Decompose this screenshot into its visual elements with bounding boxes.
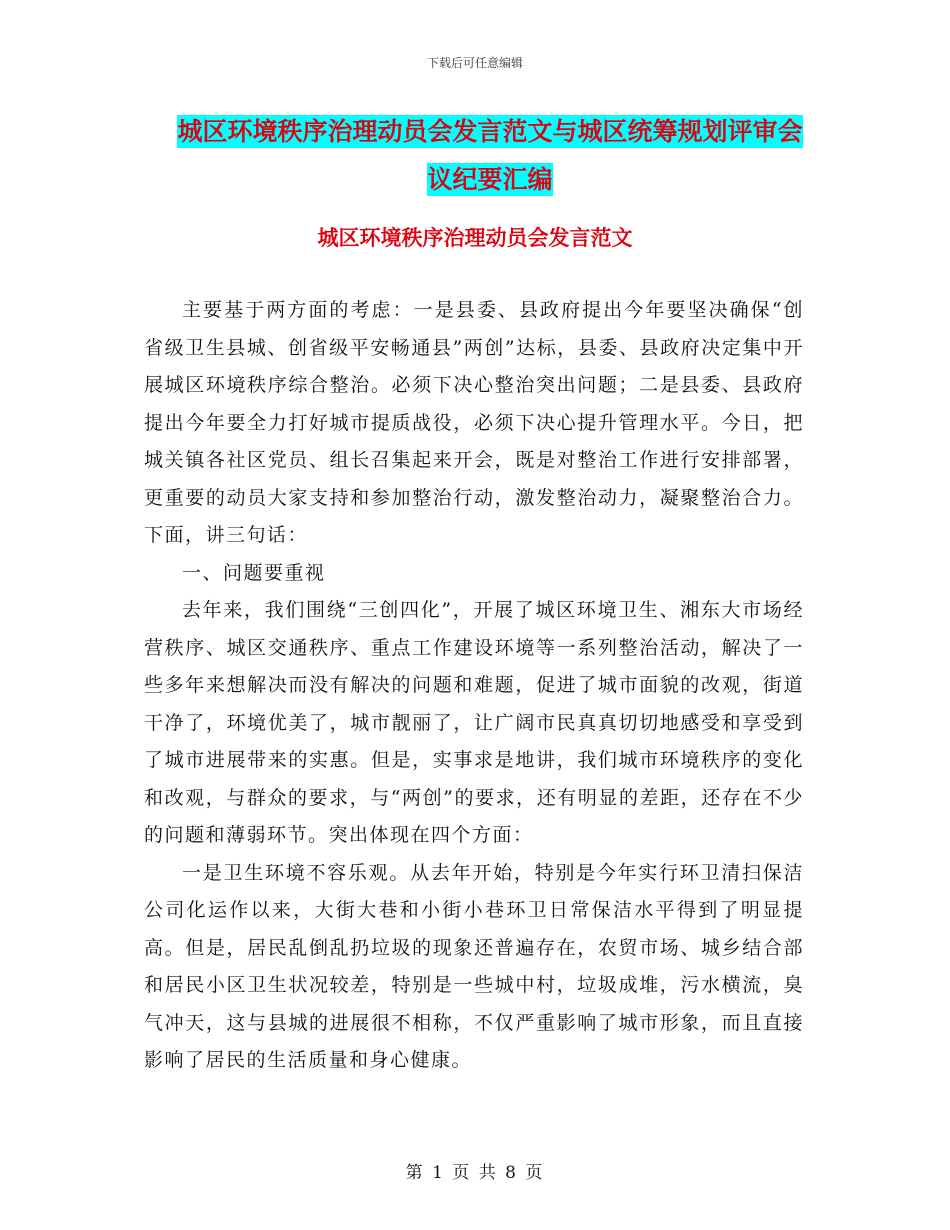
paragraph: 一、问题要重视 — [182, 561, 326, 584]
paragraph: 主要基于两方面的考虑：一是县委、县政府提出今年要坚决确保“创省级卫生县城、创省级平安畅通县”两创”达标，县委、县政府决定集中开展城区环境秩序综合整治。必须下决心整治突出问题；二是县委、县政府提出今年要全力打好城市提质战役，必须下决心提升管理水平。今日，把城关镇各社区党员、组长召集起来开会，既是对整治工作进行安排部署，更重要的动员大家支持和参加整治行动，激发整治动力，凝聚整治合力。下面，讲三句话： — [144, 299, 804, 546]
section-title: 城区环境秩序治理动员会发言范文 — [317, 226, 633, 250]
header-note: 下载后可任意编辑 — [426, 56, 523, 70]
paragraph: 一是卫生环境不容乐观。从去年开始，特别是今年实行环卫清扫保洁公司化运作以来，大街大巷和小街小巷环卫日常保洁水平得到了明显提高。但是，居民乱倒乱扔垃圾的现象还普遍存在，农贸市场、城乡结合部和居民小区卫生状况较差，特别是一些城中村，垃圾成堆，污水横流，臭气冲天，这与县城的进展很不相称，不仅严重影响了城市形象，而且直接影响了居民的生活质量和身心健康。 — [144, 861, 804, 1071]
page-footer: 第 1 页 共 8 页 — [405, 1163, 545, 1183]
document-title-text: 城区环境秩序治理动员会发言范文与城区统筹规划评审会议纪要汇编 — [177, 117, 803, 194]
document-title — [170, 108, 810, 204]
document-body — [144, 292, 804, 1080]
paragraph: 去年来，我们围绕“三创四化”，开展了城区环境卫生、湘东大市场经营秩序、城区交通秩序、重点工作建设环境等一系列整治活动，解决了一些多年来想解决而没有解决的问题和难题，促进了城市面貌的改观，街道干净了，环境优美了，城市靓丽了，让广阔市民真真切切地感受和享受到了城市进展带来的实惠。但是，实事求是地讲，我们城市环境秩序的变化和改观，与群众的要求，与“两创”的要求，还有明显的差距，还存在不少的问题和薄弱环节。突出体现在四个方面： — [144, 599, 804, 846]
